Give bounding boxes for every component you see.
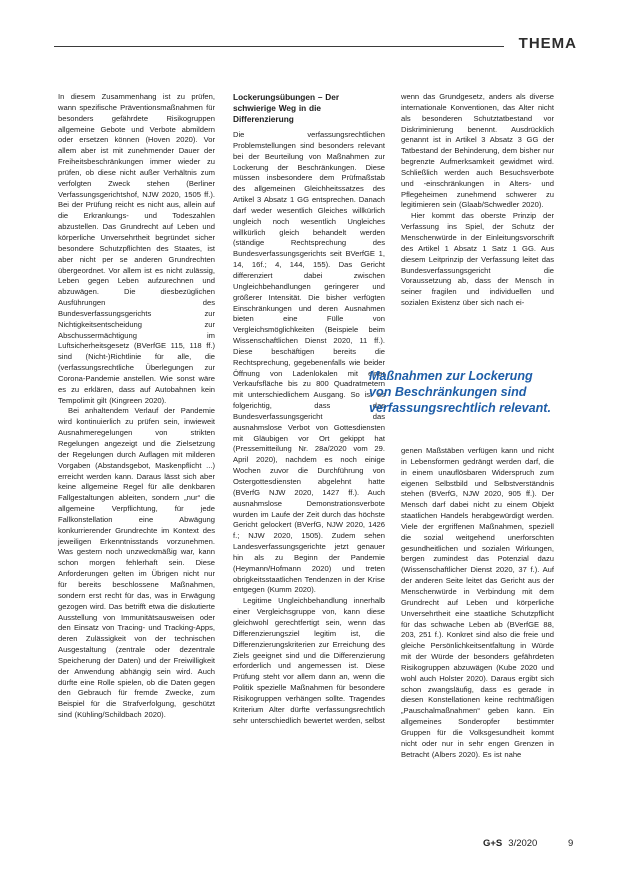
column-1 [58,92,215,844]
column-2 [233,92,385,837]
subheading-line: schwierige Weg in die [233,103,322,113]
section-title: THEMA [518,35,577,52]
column-3-top [401,92,554,337]
paragraph: wenn das Grundgesetz, anders als diverse internationale Konventionen, das Alter nicht als besonderen Schutztatbestand vor Diskriminierung benennt. Ausdrücklich genannt ist in Artikel 3 Absatz 3 GG der Tatbestand der Behinderung, dem bisher nur begrenzte Aufmerksamkeit gewidmet wird. Schließlich werden auch Besuchsverbote und -einschränkungen in Alters- und Pflegeheimen zunehmend schwerer zu legitimieren sein (Glaab/Schwedler 2020). [401,92,554,210]
paragraph: Die verfassungsrechtlichen Problemstellungen sind besonders relevant bei der Beurteilung von Maßnahmen zur Lockerung der Beschränkungen. Diese müssen insbesondere dem Prüfmaßstab des allgemeinen Gleichheitssatzes des Artikel 3 Absatz 1 GG entsprechen. Danach darf weder wesentlich Gleiches willkürlich ungleich noch wesentlich Ungleiches willkürlich gleich behandelt werden (ständige Rechtsprechung des Bundesverfassungsgerichts seit BVerfGE 1, 14, 16f.; 4, 144, 155). Das Gericht differenziert dabei zwischen Ungleichbehandlungen geringerer und größerer Intensität. Die bisher verfügten Einschränkungen und deren Ausnahmen bieten eine Fülle von Vergleichsmöglichkeiten (Beispiele beim Wissenschaftlichen Dienst 2020, 11 ff.). Diese beschäftigen bereits die Rechtsprechung, gegebenenfalls wie beider Öffnung von Ladenlokalen mit einer Verkaufsfläche bis zu 800 Quadratmetern mit unterschiedlichem Ausgang. So ist es folgerichtig, dass das Bundesverfassungsgericht das ausnahmslose Verbot von Gottesdiensten mit Gläubigen vor Ort gekippt hat (Pressemitteilung Nr. 28a/2020 vom 29. April 2020), nachdem es noch einige Wochen zuvor die Durchführung von Ostergottesdiensten abgelehnt hatte (BVerfG NJW 2020, 1427 ff.). Auch ausnahmslose Demonstrationsverbote wurden im Laufe der Zeit durch das höchste Gericht gelockert (BVerfG, NJW 2020, 1426 f.; NJW 2020, 1505). Zudem sehen Landesverfassungsgerichte jetzt genauer hin als zu Beginn der Pandemie (Heymann/Hofmann 2020) und treten obrigkeitsstaatlichen Tendenzen in der Krise entgegen (Kumm 2020). [233,130,385,595]
subheading [233,92,385,125]
paragraph: Hier kommt das oberste Prinzip der Verfassung ins Spiel, der Schutz der Menschenwürde in der Einleitungsvorschrift des Artikel 1 Absatz 1 Satz 1 GG. Aus diesem Leitprinzip der Verfassung leitet das Bundesverfassungsgericht die Voraussetzung ab, dass der Mensch in seiner fragilen und individuellen und sozialen Existenz über sich nach ei- [401,211,554,308]
pull-quote [369,368,579,416]
pull-quote-line: verfassungsrechtlich relevant. [369,401,551,415]
paragraph: Legitime Ungleichbehandlung innerhalb einer Vergleichsgruppe von, kann diese gleichwohl gerechtfertigt sein, wenn das Differenzierungsziel legitim ist, die Differenzierungskriterien zur Erreichung des Ziels geeignet sind und die Differenzierung erforderlich und angemessen ist. Diese Prüfung steht vor allem dann an, wenn die Politik spezielle Maßnahmen für besondere Risikogruppen verhängen sollte. Tragendes Kriterium Alter dürfte verfassungsrechtlich sehr unterschiedlich bewertet werden, selbst [233,596,385,725]
journal-name: G+S [483,838,503,849]
journal-footer [483,838,537,849]
column-3-bottom [401,446,554,842]
paragraph: genen Maßstäben verfügen kann und nicht in Lebensformen gedrängt werden darf, die in einem unauflösbaren Widerspruch zum eigenen Selbstbild und Selbstverständnis stehen (BVerfG, NJW 2020, 905 ff.). Der Mensch darf dabei nicht zu einem Objekt staatlichen Handels herabgewürdigt werden. Viele der ergriffenen Maßnahmen, speziell die sozial weitgehend unerforschten gesundheitlichen und sozialen Wirkungen, bergen zumindest das Potenzial dazu (Wissenschaftlicher Dienst 2020, 37 f.). Auf der anderen Seite leitet das Gericht aus der Menschenwürde in Verbindung mit dem Grundrecht auf Leben und körperliche Unversehrtheit eine staatliche Schutzpflicht für das schwache Leben ab (BVerfGE 88, 203, 251 f.). Konkret sind also die freie und gleiche Persönlichkeitsentfaltung in Würde mit der Würde der besonders gefährdeten Risikogruppen abzuwägen (Kube 2020 und wohl auch Holster 2020). Daraus ergibt sich schon zwangsläufig, dass es gerade in diesen Konstellationen keine rechtmäßigen „Pauschalmaßnahmen“ geben kann. Ein allgemeines Sonderopfer bestimmter Gruppen für die Volksgesundheit kommt nicht oder nur in sehr engen Grenzen in Betracht (Albers 2020). Es ist nahe [401,446,554,759]
issue-number: 3/2020 [508,838,538,849]
paragraph: Bei anhaltendem Verlauf der Pandemie wird kontinuierlich zu prüfen sein, inwieweit Ausnahmeregelungen von strikten Regelungen angezeigt und die Zielsetzung der Regelungen durch Auflagen mit milderen Vorgaben (Abstandsgebot, Maskenpflicht ...) erreicht werden kann. Daraus lässt sich aber keine allgemeine Regel für alle denkbaren Fallgestaltungen ableiten, sondern „nur“ die allgemeine Verpflichtung, für jede Fallkonstellation eine Abwägung konkurrierender Grundrechte im Kontext des jeweiligen Erkenntnisstands vorzunehmen. Was gestern noch unzweckmäßig war, kann schon morgen fehlerhaft sein. Diese Anforderungen gelten im Übrigen nicht nur für bereits beschlossene Maßnahmen, sondern erst recht für das, was in Erwägung gezogen wird. Das betrifft etwa die diskutierte Ausstellung von Immunitätsausweisen oder den Einsatz von Tracing- und Tracking-Apps, deren Zulässigkeit von der technischen Ausgestaltung (zentrale oder dezentrale Speicherung der Daten) und der Freiwilligkeit der Anwendung abhängig sein wird. Auch dürfte eine Rolle spielen, ob die Daten gegen den Gebrauch für fremde Zwecke, zum Beispiel für die Strafverfolgung, geschützt sind (Kühling/Schildbach 2020). [58,406,215,720]
header-rule [54,46,504,47]
subheading-line: Differenzierung [233,114,294,124]
page-number: 9 [568,838,574,849]
pull-quote-line: Maßnahmen zur Lockerung [369,369,533,383]
paragraph: In diesem Zusammenhang ist zu prüfen, wann spezifische Präventionsmaßnahmen für besonders gefährdete Risikogruppen allgemeine Gebote und Verbote abmildern oder ersetzen können (Hoven 2020). Vor allem aber ist mit zunehmender Dauer der Freiheitsbeschränkungen immer wieder zu prüfen, ob diese nicht außer Verhältnis zum verfolgten Zweck stehen (Berliner Verfassungsgerichtshof, NJW 2020, 1505 ff.). Bei der Prüfung reicht es nicht aus, allein auf die Erkrankungs- und Todeszahlen abzustellen. Das Grundrecht auf Leben und körperliche Unversehrtheit begründet sicher besondere Schutzpflichten des Staates, ist aber nicht per se anderen Grundrechten übergeordnet. Vor allem ist es nicht zulässig, Leben gegen Leben aufzurechnen und abzuwägen. Die diesbezüglichen Ausführungen des Bundesverfassungsgerichts zur Nichtigkeitsentscheidung zur Abschussermächtigung im Luftsicherheitsgesetz (BVerfGE 115, 118 ff.) sind (Nicht-)Richtlinie für alle, die (verfassungsrechtliche Überlegungen zur Corona-Pandemie anstellen. Wie sonst wäre es zu erklären, dass auf Autobahnen kein Tempolimit gilt (Kingreen 2020). [58,92,215,405]
subheading-line: Lockerungsübungen – Der [233,92,340,102]
pull-quote-line: von Beschränkungen sind [369,385,527,399]
